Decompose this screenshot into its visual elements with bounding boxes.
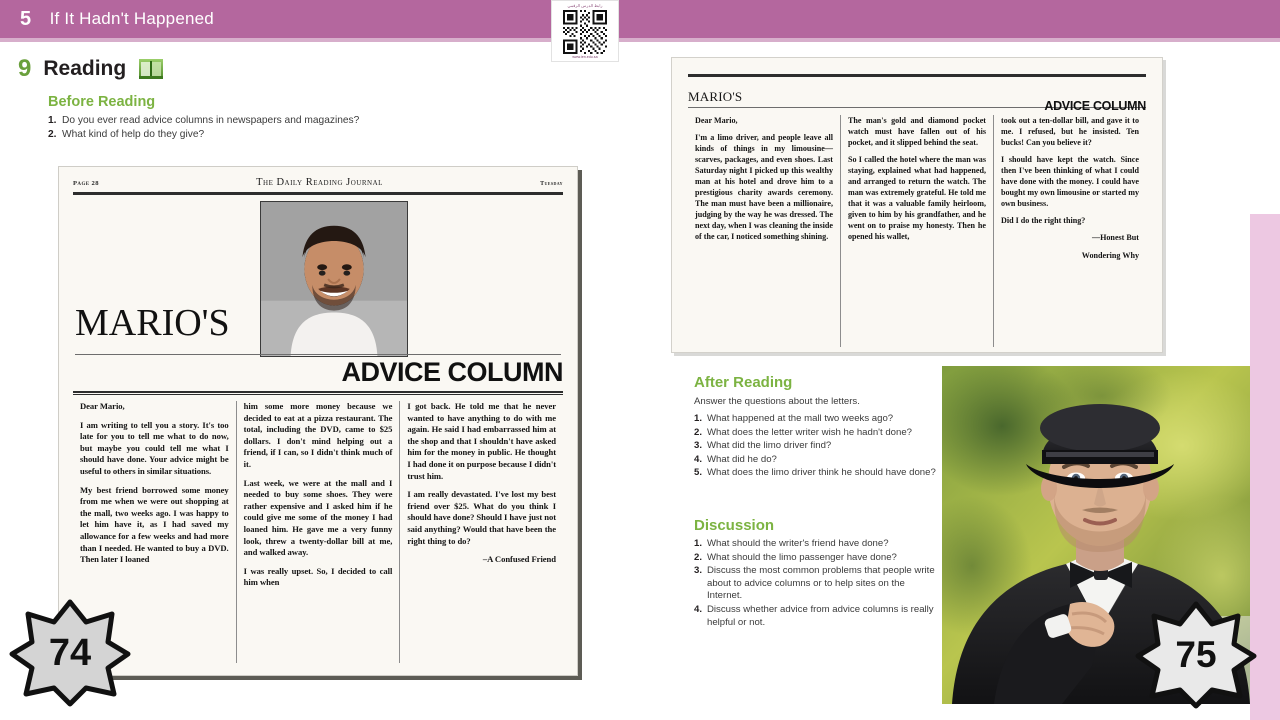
letter-paragraph: The man's gold and diamond pocket watch must have fallen out of his pocket, and it slipped behind the seat. — [848, 116, 986, 147]
list-item — [694, 467, 940, 480]
item-number: 1. — [48, 115, 57, 126]
letter-paragraph: I should have kept the watch. Since then I've been thinking of what I could have done with the money. I could have bought my own limousine or started my own business. — [1001, 155, 1139, 208]
item-number: 1. — [694, 538, 703, 549]
list-item — [694, 413, 940, 426]
page-title: Reading — [43, 57, 127, 80]
qr-url-caption: www.ien.edu.sa — [572, 55, 598, 59]
newspaper-title: MARIO'S — [75, 302, 230, 344]
item-number: 3. — [694, 440, 703, 452]
page-number-star-right — [1134, 600, 1258, 710]
discussion-question-list — [694, 538, 940, 630]
item-text: What does the limo driver think he should have done? — [707, 467, 936, 479]
page-number: 74 — [48, 631, 92, 674]
newspaper-day: Tuesday — [540, 181, 563, 187]
newspaper-right — [671, 57, 1163, 353]
item-text: What does the letter writer wish he hadn't done? — [707, 426, 913, 438]
letter-paragraph: Last week, we were at the mall and I needed to buy some shoes. They were rather expensive and I asked him if he could give me some of the money I had loaned him. He gave me a very funny look, threw a twenty-dollar bill at me, and walked away. — [243, 477, 393, 558]
item-text: What should the writer's friend have done? — [707, 538, 889, 549]
newspaper-column-1 — [688, 115, 840, 347]
item-text: What should the limo passenger have done? — [707, 551, 897, 563]
newspaper-columns — [688, 115, 1146, 347]
newspaper-left — [58, 166, 578, 676]
item-text: Discuss whether advice from advice columns is really helpful or not. — [707, 603, 934, 628]
letter-salutation: Dear Mario, — [80, 401, 125, 411]
list-item — [48, 114, 528, 127]
letter-signature: –A Confused Friend — [482, 554, 557, 565]
item-number: 2. — [694, 551, 703, 563]
item-number: 4. — [694, 453, 703, 465]
banner-underline — [0, 38, 1280, 42]
unit-number: 5 — [20, 7, 32, 30]
letter-paragraph: I'm a limo driver, and people leave all kinds of things in my limousine—scarves, packages, and even shoes. Last Saturday night I picked up this wealthy man at his hotel and drove him to a prestigious charity awards ceremony. The man must have been a millionaire, judging by the way he was dressed. The next day, when I was cleaning the inside of the car, I noticed something shining. — [695, 133, 833, 241]
newspaper-header-block — [73, 201, 563, 391]
newspaper-column-2 — [236, 401, 400, 663]
after-reading-intro: Answer the questions about the letters. — [694, 396, 860, 407]
item-number: 1. — [694, 413, 703, 424]
item-number: 5. — [694, 467, 703, 479]
newspaper-masthead — [73, 177, 563, 188]
newspaper-columns — [73, 401, 563, 663]
before-reading-question-list — [48, 114, 528, 142]
page-number: 75 — [1175, 634, 1217, 675]
divider — [73, 391, 563, 395]
qr-code-badge[interactable] — [551, 0, 619, 62]
page-number-star-left — [8, 598, 132, 708]
list-item — [694, 604, 940, 629]
letter-paragraph: him some more money because we decided to eat at a pizza restaurant. The total, including the DVD, came to $25 dollars. I don't mind helping out a friend, if I can, so I didn't think much of it. — [243, 401, 393, 469]
section-number: 9 — [18, 55, 32, 82]
letter-paragraph: I am writing to tell you a story. It's too late for you to tell me what to do now, but maybe you could tell me what I should have done. Your advice might be useful to others in similar situations. — [80, 419, 229, 476]
list-item — [694, 440, 940, 453]
item-number: 3. — [694, 565, 703, 577]
letter-paragraph: I got back. He told me that he never wanted to have anything to do with me again. He said I had embarrassed him at the shop and that I shouldn't have asked him for the money in public. He thought I had done it on purpose because I didn't trust him. — [407, 401, 557, 481]
newspaper-column-2 — [840, 115, 993, 347]
newspaper-column-3 — [993, 115, 1146, 347]
letter-salutation: Dear Mario, — [695, 116, 738, 125]
item-text: Do you ever read advice columns in newspapers and magazines? — [62, 115, 360, 126]
item-number: 4. — [694, 603, 703, 615]
letter-signature-line1: —Honest But — [1092, 233, 1139, 242]
columnist-photo — [260, 201, 408, 357]
newspaper-subtitle: ADVICE COLUMN — [1044, 99, 1146, 113]
letter-signature-line2: Wondering Why — [1081, 251, 1139, 260]
item-text: Discuss the most common problems that people write about to advice columns or to help sites on the Internet. — [707, 565, 935, 602]
list-item — [694, 552, 940, 565]
newspaper-column-3 — [399, 401, 563, 663]
newspaper-right-header — [688, 77, 1146, 115]
letter-paragraph: My best friend borrowed some money from me when we were out shopping at the mall, two weeks ago. I was happy to let him have it, as I had saved my allowance for a few weeks and had more than I needed. He wanted to buy a DVD. Then later I loaned — [80, 484, 229, 565]
after-reading-question-list — [694, 413, 940, 481]
letter-paragraph: I was really upset. So, I decided to call him when — [243, 565, 393, 588]
item-text: What did he do? — [707, 453, 777, 465]
before-reading-heading: Before Reading — [48, 94, 156, 110]
divider — [73, 192, 563, 195]
letter-paragraph: Did I do the right thing? — [1001, 216, 1086, 225]
unit-banner — [0, 0, 1280, 38]
letter-paragraph: I am really devastated. I've lost my best friend over $25. What do you think I should have done? Should I have just not said anything? Would that have been the right thing to do? — [407, 489, 557, 546]
item-number: 2. — [48, 129, 57, 140]
newspaper-title: MARIO'S — [688, 89, 743, 104]
qr-code-icon — [563, 10, 607, 54]
newspaper-subtitle: ADVICE COLUMN — [341, 357, 563, 387]
item-number: 2. — [694, 426, 703, 438]
discussion-heading: Discussion — [694, 517, 775, 534]
newspaper-page-label: Page 28 — [73, 180, 99, 187]
newspaper-name: The Daily Reading Journal — [256, 177, 383, 188]
section-heading — [18, 55, 164, 83]
after-reading-heading: After Reading — [694, 374, 793, 391]
unit-title: If It Hadn't Happened — [49, 9, 214, 28]
list-item — [694, 454, 940, 467]
item-text: What kind of help do they give? — [62, 129, 205, 140]
item-text: What did the limo driver find? — [707, 440, 832, 452]
divider — [75, 354, 561, 355]
list-item — [694, 565, 940, 603]
list-item — [694, 427, 940, 440]
list-item — [694, 538, 940, 551]
list-item — [48, 128, 528, 141]
open-book-icon — [138, 58, 164, 80]
qr-arabic-caption: رابط الدرس الرقمي — [567, 3, 603, 8]
letter-paragraph: took out a ten-dollar bill, and gave it to me. I refused, but he insisted. Ten bucks! Can you believe it? — [1001, 116, 1139, 147]
letter-paragraph: So I called the hotel where the man was staying, explained what had happened, and arranged to return the watch. The man was extremely grateful. He told me that it was a valuable family heirloom, given to him by his grandfather, and he went on to praise my honesty. Then he opened his wallet, — [848, 155, 986, 241]
item-text: What happened at the mall two weeks ago? — [707, 413, 894, 424]
